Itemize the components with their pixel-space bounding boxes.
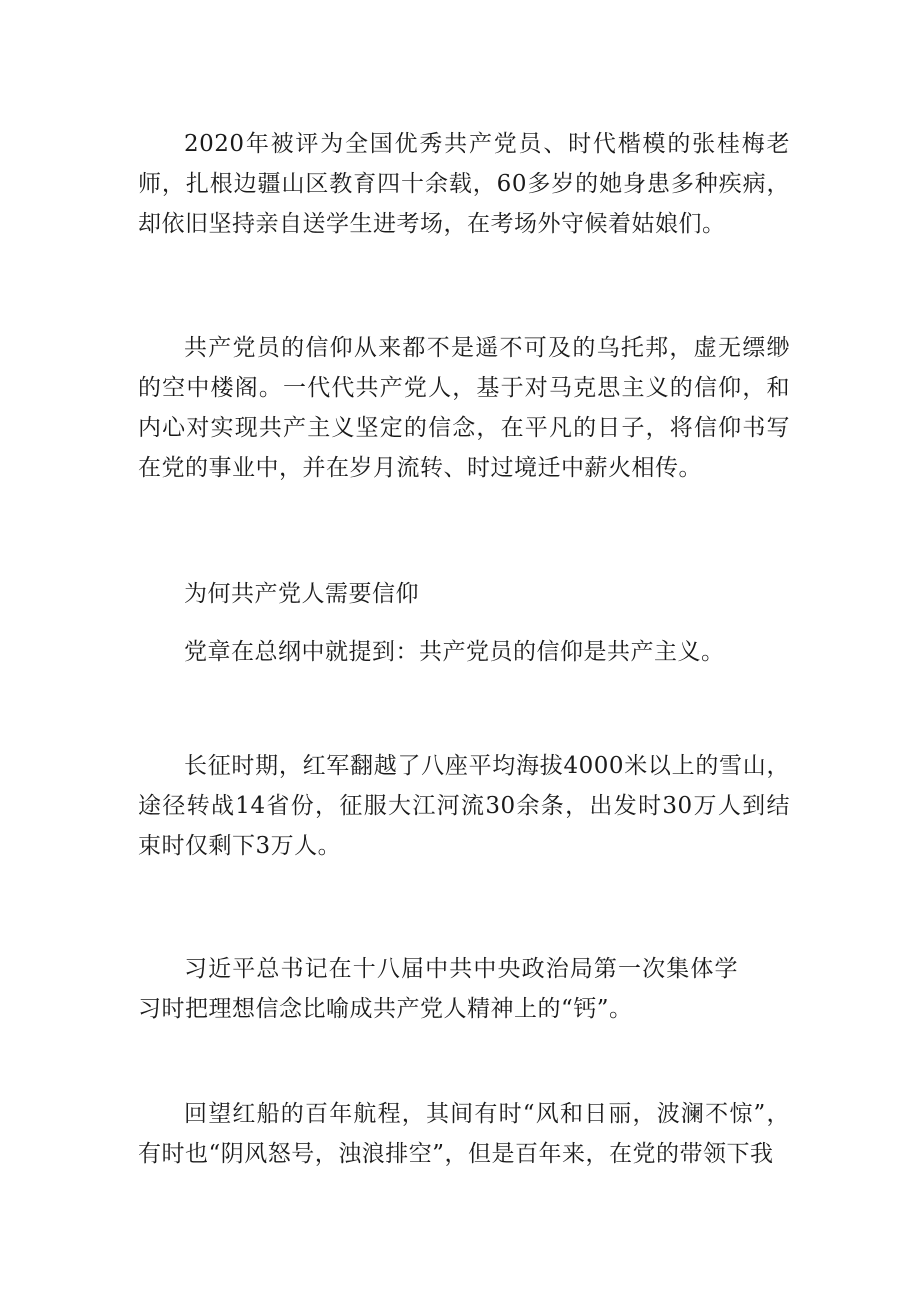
paragraph-long-march: 长征时期，红军翻越了八座平均海拔4000米以上的雪山，途径转战14省份，征服大江河流30余条，出发时30万人到结束时仅剩下3万人。	[138, 753, 790, 859]
section-heading-why-faith: 为何共产党人需要信仰	[184, 581, 419, 607]
paragraph-red-boat: 回望红船的百年航程，其间有时“风和日丽，波澜不惊”，有时也“阴风怒号，浊浪排空”，但是百年来，在党的带领下我	[138, 1101, 790, 1167]
paragraph-calcium-metaphor: 习近平总书记在十八届中共中央政治局第一次集体学习时把理想信念比喻成共产党人精神上的“钙”。	[138, 956, 738, 1022]
paragraph-party-constitution: 党章在总纲中就提到：共产党员的信仰是共产主义。	[184, 639, 725, 665]
paragraph-communist-faith: 共产党员的信仰从来都不是遥不可及的乌托邦，虚无缥缈的空中楼阁。一代代共产党人，基于对马克思主义的信仰，和内心对实现共产主义坚定的信念，在平凡的日子，将信仰书写在党的事业中，并在岁月流转、时过境迁中薪火相传。	[138, 335, 790, 481]
paragraph-zhang-guimei: 2020年被评为全国优秀共产党员、时代楷模的张桂梅老师，扎根边疆山区教育四十余载，60多岁的她身患多种疾病，却依旧坚持亲自送学生进考场，在考场外守候着姑娘们。	[138, 131, 790, 237]
